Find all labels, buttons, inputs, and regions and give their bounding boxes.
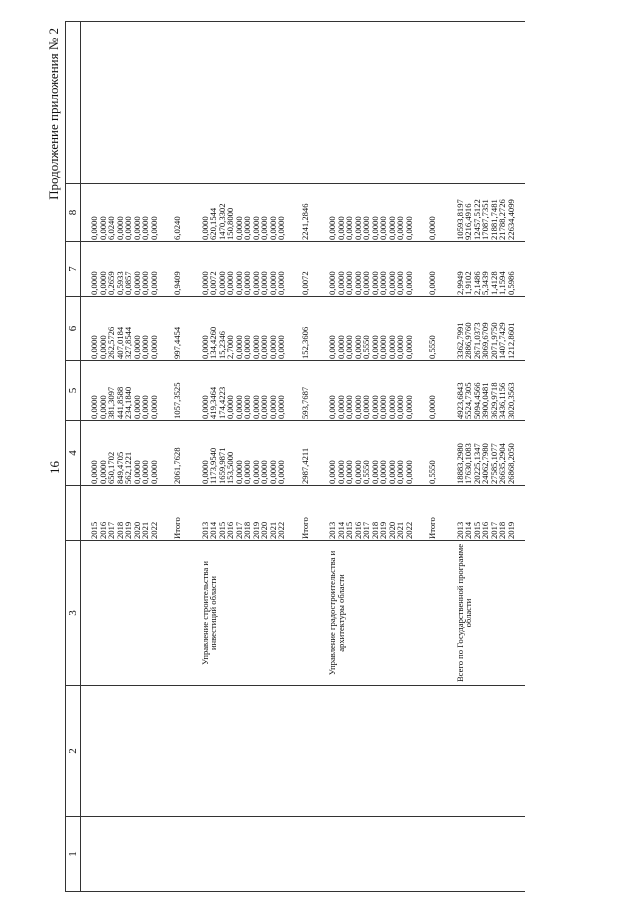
c7-total: 0,0072: [299, 271, 310, 295]
c7-value: 0,0000: [267, 271, 278, 295]
col-1-cell: [319, 817, 447, 892]
table-row: [319, 22, 447, 892]
year-value: 2022: [148, 521, 159, 539]
c4-value: 0,0000: [242, 460, 252, 484]
c4-value: 20225,1347: [471, 443, 482, 484]
c8-value: 0,0000: [250, 216, 261, 240]
c5-value: 0,0000: [386, 395, 397, 419]
c7-value: 0,0000: [131, 271, 142, 295]
c8-value: 0,0000: [395, 216, 405, 240]
year-value: 2015: [216, 521, 227, 539]
c8-value: 0,0000: [369, 216, 380, 240]
c5-total: 0,0000: [427, 395, 437, 419]
c7-value: 0,0000: [199, 271, 210, 295]
year-value: 2017: [488, 521, 499, 539]
c5-value: 419,3464: [208, 386, 218, 419]
year-value: 2021: [267, 521, 278, 539]
c6-value: 0,0000: [199, 335, 210, 359]
c8-value: 0,0000: [344, 216, 354, 240]
c7-value: 0,0000: [378, 271, 388, 295]
c4-value: 0,0000: [352, 460, 363, 484]
c6-value: 3362,7991: [454, 322, 465, 359]
c5-value: 234,1840: [123, 386, 133, 419]
c4-value: 0,0000: [335, 460, 346, 484]
c6-value: 0,0000: [386, 335, 397, 359]
c8-cell: [192, 184, 320, 242]
c6-value: 407,0184: [114, 326, 125, 359]
c7-value: 0,0000: [276, 271, 286, 295]
c5-value: 0,0000: [89, 395, 99, 419]
c6-value: 0,0000: [327, 335, 337, 359]
c7-total: 0,0000: [427, 271, 437, 295]
c5-value: 0,0000: [276, 395, 286, 419]
year-value: 2013: [199, 521, 210, 539]
c5-cell: [192, 361, 320, 421]
c8-value: 0,0000: [267, 216, 278, 240]
c5-value: 5524,7305: [463, 382, 473, 419]
c5-value: 4923,6843: [454, 382, 465, 419]
c7-value: 2,1486: [471, 271, 482, 295]
c8-value: 10593,8197: [454, 199, 465, 240]
c4-value: 17630,1083: [463, 443, 473, 484]
c6-value: 15,2346: [216, 331, 227, 359]
c6-value: 0,0000: [395, 335, 405, 359]
c5-total: 1057,3525: [172, 382, 182, 419]
c7-value: 1,1594: [497, 271, 507, 295]
col-2-cell: [192, 686, 320, 817]
c7-value: 0,0000: [97, 271, 108, 295]
c7-value: 0,0000: [335, 271, 346, 295]
col-2-cell: [81, 686, 192, 817]
col-1-cell: [192, 817, 320, 892]
year-value: 2016: [480, 521, 490, 539]
c7-value: 0,0000: [233, 271, 244, 295]
budget-table: [65, 21, 525, 892]
c5-value: 0,0000: [131, 395, 142, 419]
year-value: 2019: [378, 521, 388, 539]
c8-value: 12457,5122: [471, 199, 482, 240]
col-header-4: 4: [66, 421, 81, 486]
blank-cell: [319, 22, 447, 184]
c7-value: 0,0000: [386, 271, 397, 295]
c5-value: 0,0000: [148, 395, 159, 419]
c4-value: 26868,2050: [505, 443, 516, 484]
blank-cell: [447, 22, 526, 184]
c7-cell: [192, 242, 320, 297]
c5-value: 3436,1156: [497, 382, 507, 419]
c4-value: 0,0000: [403, 460, 414, 484]
c5-value: 0,0000: [199, 395, 210, 419]
c6-value: 0,0000: [276, 335, 286, 359]
c5-cell: [81, 361, 192, 421]
year-cell: [319, 486, 447, 541]
c4-value: 26635,2904: [497, 443, 507, 484]
c8-value: 620,1544: [208, 207, 218, 240]
col-header-7: 7: [66, 242, 81, 297]
year-cell: [81, 486, 192, 541]
c5-value: 0,0000: [395, 395, 405, 419]
c7-cell: [447, 242, 526, 297]
c8-value: 0,0000: [361, 216, 371, 240]
c5-value: 0,0000: [242, 395, 252, 419]
c5-total: 593,7687: [299, 386, 310, 419]
c5-value: 0,0000: [327, 395, 337, 419]
table-row: [447, 22, 526, 892]
c6-value: 0,0000: [89, 335, 99, 359]
c6-value: 0,0000: [344, 335, 354, 359]
c8-value: 17087,7351: [480, 199, 490, 240]
c8-cell: [81, 184, 192, 242]
year-value: 2018: [369, 521, 380, 539]
c8-total: 6,0240: [172, 216, 182, 240]
c8-value: 0,0000: [259, 216, 269, 240]
c6-value: 2886,9760: [463, 322, 473, 359]
c6-value: 0,0000: [403, 335, 414, 359]
c8-value: 1470,3302: [216, 203, 227, 240]
col-header-3: 3: [66, 541, 81, 686]
year-cell: [192, 486, 320, 541]
year-value: 2016: [225, 521, 235, 539]
c4-value: 0,0000: [327, 460, 337, 484]
c7-value: 0,0000: [242, 271, 252, 295]
c6-value: 0,0000: [369, 335, 380, 359]
c8-value: 0,0000: [242, 216, 252, 240]
year-value: 2018: [497, 521, 507, 539]
c7-value: 0,0000: [89, 271, 99, 295]
year-value: 2013: [327, 521, 337, 539]
c6-total: 152,3606: [299, 326, 310, 359]
c7-value: 0,5986: [505, 271, 516, 295]
c8-value: 0,0000: [378, 216, 388, 240]
c8-value: 0,0000: [140, 216, 150, 240]
year-value: 2016: [352, 521, 363, 539]
c8-value: 0,0000: [114, 216, 125, 240]
c7-cell: [81, 242, 192, 297]
blank-cell: [81, 22, 192, 184]
year-value: 2021: [395, 521, 405, 539]
c6-value: 0,0000: [242, 335, 252, 359]
c4-value: 18883,2980: [454, 443, 465, 484]
year-value: 2017: [106, 521, 116, 539]
c8-value: 0,0000: [199, 216, 210, 240]
c8-value: 0,0000: [386, 216, 397, 240]
c4-value: 1173,9540: [208, 447, 218, 484]
c6-value: 0,0000: [267, 335, 278, 359]
c5-value: 0,0000: [361, 395, 371, 419]
c7-value: 5,3439: [480, 271, 490, 295]
year-value: 2022: [403, 521, 414, 539]
c4-value: 0,0000: [199, 460, 210, 484]
year-value: 2013: [454, 521, 465, 539]
c8-value: 0,0000: [123, 216, 133, 240]
year-value: 2017: [233, 521, 244, 539]
c4-value: 0,0000: [378, 460, 388, 484]
total-label: Итого: [172, 517, 182, 539]
c7-value: 0,0000: [148, 271, 159, 295]
c7-value: 1,9102: [463, 271, 473, 295]
c6-value: 2671,0373: [471, 322, 482, 359]
c8-value: 0,0000: [233, 216, 244, 240]
c8-total: 0,0000: [427, 216, 437, 240]
c5-value: 381,3097: [106, 386, 116, 419]
c5-value: 0,0000: [250, 395, 261, 419]
c8-value: 21788,2726: [497, 199, 507, 240]
c4-total: 2987,4211: [299, 447, 310, 484]
c4-value: 650,1702: [106, 451, 116, 484]
header-row: [66, 22, 81, 892]
c6-value: 0,0000: [131, 335, 142, 359]
year-value: 2020: [386, 521, 397, 539]
c4-total: 2061,7628: [172, 447, 182, 484]
col-2-cell: [447, 686, 526, 817]
c6-value: 0,0000: [352, 335, 363, 359]
c7-value: 0,0000: [352, 271, 363, 295]
c7-value: 0,0000: [216, 271, 227, 295]
c5-value: 3900,0481: [480, 382, 490, 419]
c6-value: 0,0000: [259, 335, 269, 359]
c4-value: 0,0000: [233, 460, 244, 484]
year-value: 2016: [97, 521, 108, 539]
c4-value: 0,0000: [250, 460, 261, 484]
c6-cell: [319, 297, 447, 361]
c7-value: 0,0000: [140, 271, 150, 295]
c4-value: 0,0000: [344, 460, 354, 484]
c5-value: 0,0000: [259, 395, 269, 419]
c6-value: 1212,8601: [505, 322, 516, 359]
page-number: 16: [47, 461, 62, 474]
c8-value: 150,8000: [225, 207, 235, 240]
c4-value: 0,0000: [395, 460, 405, 484]
org-name-cell: [81, 541, 192, 686]
c5-value: 174,4223: [216, 386, 227, 419]
c8-value: 0,0000: [335, 216, 346, 240]
c6-value: 2,7000: [225, 335, 235, 359]
c6-value: 0,0000: [140, 335, 150, 359]
c6-value: 2071,9750: [488, 322, 499, 359]
c4-value: 1659,9871: [216, 447, 227, 484]
c5-value: 5094,4566: [471, 382, 482, 419]
c4-total: 0,5550: [427, 460, 437, 484]
c6-value: 0,0000: [97, 335, 108, 359]
c7-value: 1,4128: [488, 271, 499, 295]
c8-value: 9216,4916: [463, 203, 473, 240]
c5-cell: [447, 361, 526, 421]
col-header-8: 8: [66, 184, 81, 242]
c4-value: 0,0000: [148, 460, 159, 484]
c7-value: 0,0000: [403, 271, 414, 295]
c8-value: 0,0000: [327, 216, 337, 240]
table-row: [192, 22, 320, 892]
c8-value: 6,0240: [106, 216, 116, 240]
col-1-cell: [81, 817, 192, 892]
c5-value: 0,0000: [267, 395, 278, 419]
c7-value: 0,0000: [250, 271, 261, 295]
c6-value: 0,0000: [335, 335, 346, 359]
year-value: 2022: [276, 521, 286, 539]
c5-value: 0,0000: [378, 395, 388, 419]
c6-value: 0,5550: [361, 335, 371, 359]
org-name-cell: [447, 541, 526, 686]
year-value: 2018: [242, 521, 252, 539]
c8-value: 0,0000: [403, 216, 414, 240]
c4-value: 0,0000: [97, 460, 108, 484]
c5-value: 0,0000: [97, 395, 108, 419]
c8-value: 0,0000: [276, 216, 286, 240]
c7-value: 0,0000: [344, 271, 354, 295]
c7-value: 0,0000: [225, 271, 235, 295]
c7-value: 0,0000: [361, 271, 371, 295]
year-value: 2018: [114, 521, 125, 539]
year-value: 2015: [471, 521, 482, 539]
c6-value: 0,0000: [250, 335, 261, 359]
c8-value: 0,0000: [97, 216, 108, 240]
c4-value: 0,0000: [276, 460, 286, 484]
col-header-5: 5: [66, 361, 81, 421]
c5-value: 0,0000: [369, 395, 380, 419]
year-value: 2019: [123, 521, 133, 539]
c5-cell: [319, 361, 447, 421]
c6-cell: [192, 297, 320, 361]
c4-value: 0,0000: [369, 460, 380, 484]
c4-value: 0,0000: [131, 460, 142, 484]
c6-value: 0,0000: [148, 335, 159, 359]
year-value: 2017: [361, 521, 371, 539]
c5-value: 3020,3563: [505, 382, 516, 419]
c8-total: 2241,2846: [299, 203, 310, 240]
c4-cell: [319, 421, 447, 486]
c8-value: 0,0000: [131, 216, 142, 240]
c6-value: 1407,7429: [497, 322, 507, 359]
c5-value: 0,0000: [344, 395, 354, 419]
year-value: 2020: [131, 521, 142, 539]
year-value: 2021: [140, 521, 150, 539]
c7-value: 0,2659: [106, 271, 116, 295]
c6-value: 3069,6709: [480, 322, 490, 359]
org-name: Управление строительства и инвестиций области: [199, 561, 218, 665]
c8-value: 0,0000: [352, 216, 363, 240]
year-value: 2014: [335, 521, 346, 539]
c7-value: 2,9949: [454, 271, 465, 295]
c5-value: 0,0000: [352, 395, 363, 419]
c4-value: 0,0000: [89, 460, 99, 484]
col-header-6: 6: [66, 297, 81, 361]
total-label: Итого: [427, 517, 437, 539]
year-value: 2019: [505, 521, 516, 539]
table-body: [81, 22, 526, 892]
org-name-cell: [192, 541, 320, 686]
c5-value: 0,0000: [233, 395, 244, 419]
year-value: 2014: [208, 521, 218, 539]
c4-cell: [81, 421, 192, 486]
year-cell: [447, 486, 526, 541]
year-value: 2015: [89, 521, 99, 539]
c6-value: 327,8544: [123, 326, 133, 359]
c7-value: 0,0072: [208, 271, 218, 295]
c8-cell: [447, 184, 526, 242]
table-row: [81, 22, 192, 892]
year-value: 2019: [250, 521, 261, 539]
org-name-cell: [319, 541, 447, 686]
c4-value: 562,1221: [123, 451, 133, 484]
org-name: Управление градостроительства и архитектуры области: [327, 550, 346, 676]
c5-value: 0,0000: [335, 395, 346, 419]
c8-cell: [319, 184, 447, 242]
c6-value: 0,0000: [378, 335, 388, 359]
col-header-blank: [66, 22, 81, 184]
c4-value: 27585,1077: [488, 443, 499, 484]
blank-cell: [192, 22, 320, 184]
year-value: 2020: [259, 521, 269, 539]
c6-cell: [447, 297, 526, 361]
org-name: Всего по Государственной программе области: [454, 543, 473, 683]
c5-value: 0,0000: [403, 395, 414, 419]
c5-value: 0,0000: [140, 395, 150, 419]
c7-value: 0,0000: [327, 271, 337, 295]
col-2-cell: [319, 686, 447, 817]
c4-cell: [447, 421, 526, 486]
c6-total: 0,5550: [427, 335, 437, 359]
c7-value: 0,5933: [114, 271, 125, 295]
c4-value: 0,0000: [259, 460, 269, 484]
c4-cell: [192, 421, 320, 486]
c4-value: 0,0000: [386, 460, 397, 484]
c7-value: 0,0000: [369, 271, 380, 295]
c5-value: 0,0000: [225, 395, 235, 419]
c6-value: 0,0000: [233, 335, 244, 359]
c7-value: 0,0000: [395, 271, 405, 295]
c4-value: 24062,7980: [480, 443, 490, 484]
c4-value: 0,0000: [140, 460, 150, 484]
c4-value: 153,5000: [225, 451, 235, 484]
col-header-year: [66, 486, 81, 541]
c4-value: 0,5550: [361, 460, 371, 484]
c8-value: 0,0000: [148, 216, 159, 240]
c6-value: 134,4260: [208, 326, 218, 359]
col-1-cell: [447, 817, 526, 892]
year-value: 2014: [463, 521, 473, 539]
appendix-title: Продолжение приложения № 2: [46, 28, 61, 200]
c7-total: 0,9409: [172, 271, 182, 295]
c4-value: 849,4705: [114, 451, 125, 484]
c6-total: 997,4454: [172, 326, 182, 359]
c8-value: 22634,4099: [505, 199, 516, 240]
c8-value: 0,0000: [89, 216, 99, 240]
year-value: 2015: [344, 521, 354, 539]
c6-value: 262,5726: [106, 326, 116, 359]
c7-value: 0,0857: [123, 271, 133, 295]
col-header-2: 2: [66, 686, 81, 817]
c6-cell: [81, 297, 192, 361]
col-header-1: 1: [66, 817, 81, 892]
c7-value: 0,0000: [259, 271, 269, 295]
c5-value: 3629,9718: [488, 382, 499, 419]
total-label: Итого: [299, 517, 310, 539]
c5-value: 441,8588: [114, 386, 125, 419]
c4-value: 0,0000: [267, 460, 278, 484]
c8-value: 21881,7481: [488, 199, 499, 240]
c7-cell: [319, 242, 447, 297]
